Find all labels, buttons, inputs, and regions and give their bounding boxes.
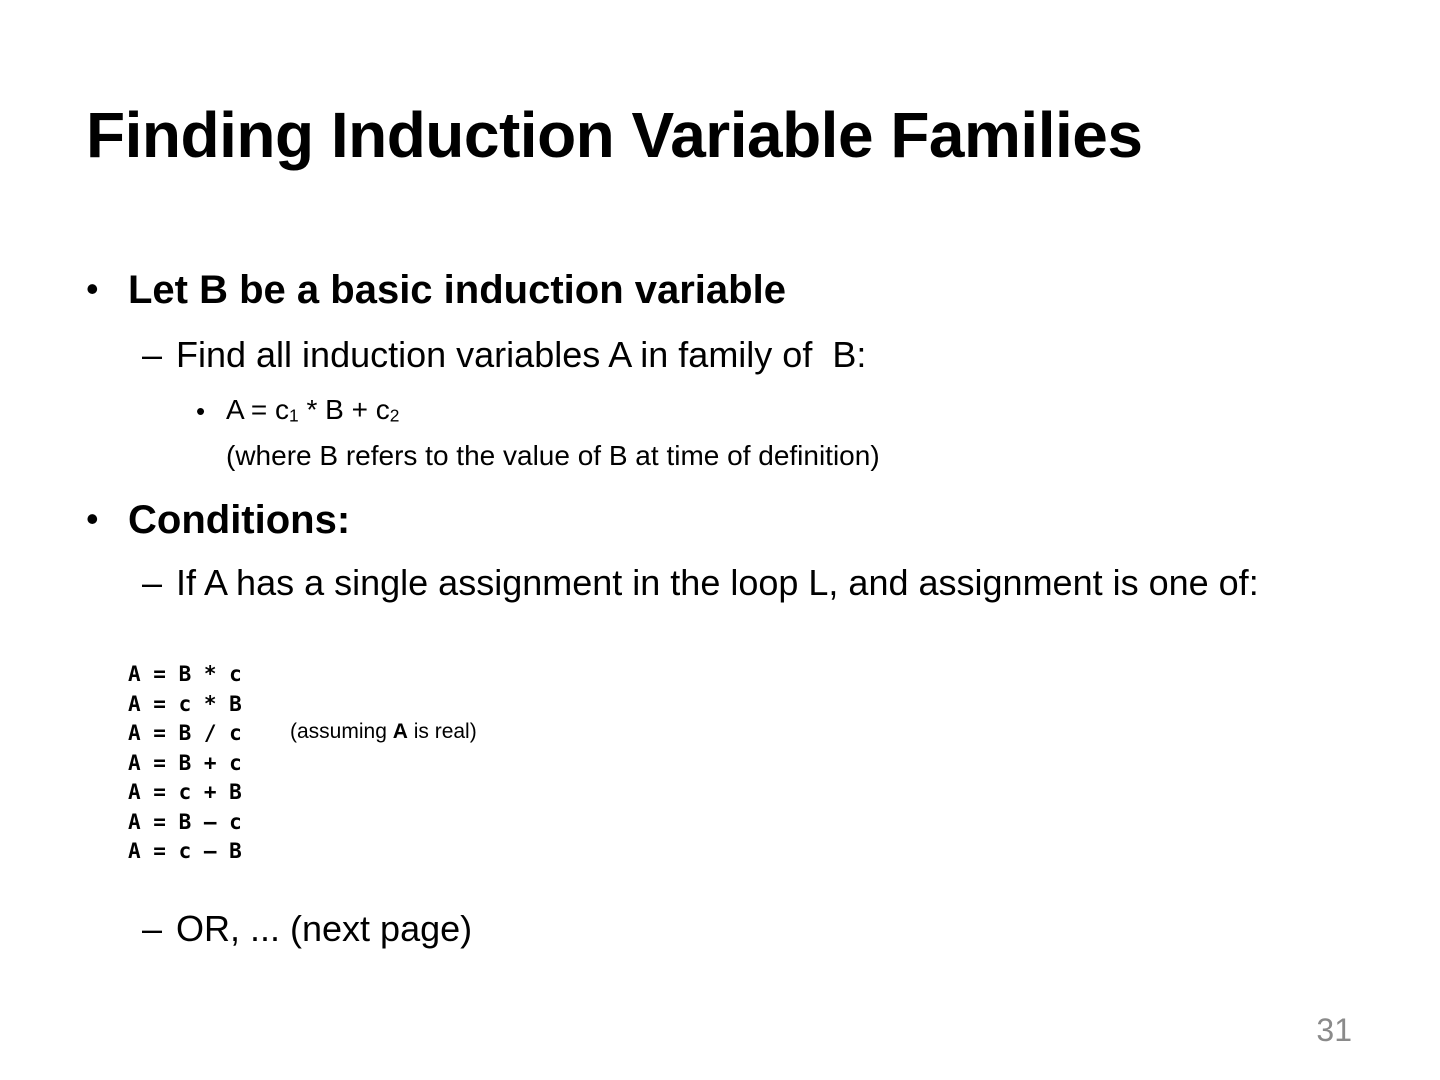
sub-bullet-next-page: OR, ... (next page) xyxy=(176,908,473,949)
bullet-marker: • xyxy=(86,498,99,539)
code-note-text: is real) xyxy=(407,720,477,743)
code-block xyxy=(128,660,242,867)
code-line: A = B * c xyxy=(128,662,242,686)
code-line: A = B + c xyxy=(128,750,242,775)
code-line: A = c + B xyxy=(128,780,242,804)
formula-line xyxy=(226,394,399,426)
dash-marker: – xyxy=(142,334,163,375)
formula-sub-1: 1 xyxy=(289,405,299,426)
sub-bullet-find-family: Find all induction variables A in family of B: xyxy=(176,334,867,375)
formula-sub-2: 2 xyxy=(389,405,400,426)
bullet-conditions: Conditions: xyxy=(128,498,351,542)
formula-part-b: * B + c xyxy=(298,394,390,425)
dash-marker: – xyxy=(142,562,163,603)
code-note xyxy=(290,720,477,744)
page-number: 31 xyxy=(1316,1012,1352,1048)
sub-bullet-single-assignment: If A has a single assignment in the loop L, and assignment is one of: xyxy=(176,562,1259,603)
code-line: A = c – B xyxy=(128,839,242,863)
dash-marker: – xyxy=(142,908,163,949)
code-line: A = c * B xyxy=(128,691,242,716)
formula-part-a: A = c xyxy=(226,394,290,425)
formula-note: (where B refers to the value of B at time of definition) xyxy=(226,440,880,471)
slide-title: Finding Induction Variable Families xyxy=(86,99,1143,171)
bullet-marker: • xyxy=(86,268,99,309)
code-line: A = B – c xyxy=(128,809,242,834)
code-note-text: (assuming xyxy=(290,720,393,743)
bullet-basic-induction-variable: Let B be a basic induction variable xyxy=(128,268,786,312)
code-line: A = B / c xyxy=(128,721,242,745)
code-note-bold: A xyxy=(392,720,408,743)
small-bullet-marker: • xyxy=(196,396,206,426)
